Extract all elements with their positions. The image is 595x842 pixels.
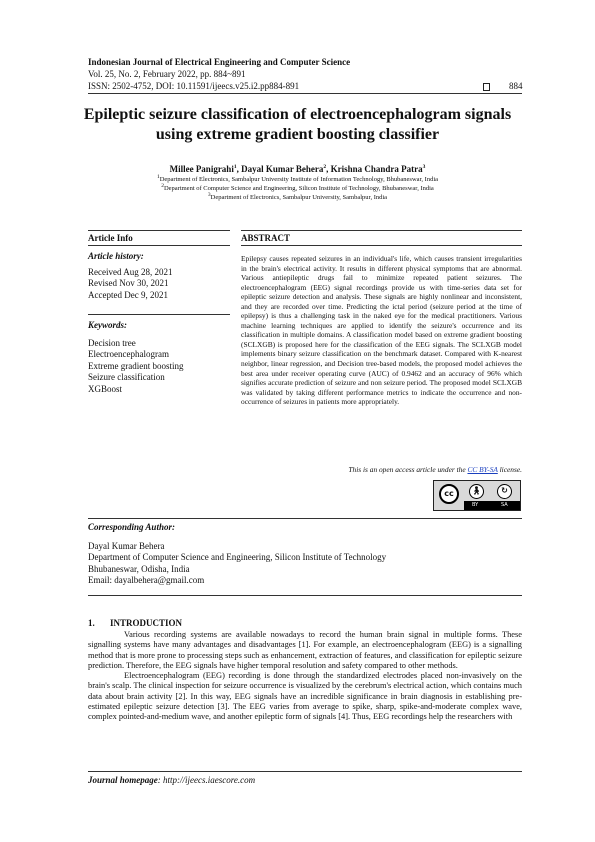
abstract-top-rule (241, 230, 522, 231)
abstract-bottom-rule (88, 518, 522, 519)
cc-license-link[interactable]: CC BY-SA (467, 465, 498, 474)
keyword-item: Extreme gradient boosting (88, 360, 184, 371)
person-icon: 🚶︎ (469, 484, 484, 499)
affiliation-text: Department of Electronics, Sambalpur University Institute of Information Technology, Bhubaneswar, India (159, 176, 439, 183)
header-rule (88, 93, 522, 94)
oa-prefix: This is an open access article under the (348, 465, 468, 474)
article-history (88, 267, 173, 301)
article-info-heading: Article Info (88, 233, 133, 243)
issn-doi: ISSN: 2502-4752, DOI: 10.11591/ijeecs.v25.i2.pp884-891 (88, 81, 300, 91)
page-number: 884 (509, 81, 523, 91)
oa-suffix: license. (497, 465, 522, 474)
volume-info: Vol. 25, No. 2, February 2022, pp. 884~891 (88, 69, 246, 79)
keywords-rule (88, 314, 230, 315)
article-info-rule (88, 245, 230, 246)
article-history-label: Article history: (88, 251, 144, 261)
author-sup: 2 (323, 164, 327, 170)
affiliation-text: Department of Computer Science and Engineering, Silicon Institute of Technology, Bhubaneswar, India (163, 185, 434, 192)
corresponding-department: Department of Computer Science and Engineering, Silicon Institute of Technology (88, 552, 387, 563)
title-line-2: using extreme gradient boosting classifier (155, 126, 440, 143)
affiliation-text: Department of Electronics, Sambalpur University, Sambalpur, India (210, 194, 388, 201)
abstract-text (241, 254, 522, 407)
corresponding-email: Email: dayalbehera@gmail.com (88, 575, 205, 586)
share-alike-icon: ↻ (497, 484, 512, 499)
history-revised: Revised Nov 30, 2021 (88, 278, 169, 289)
homepage-label: Journal homepage (88, 775, 158, 785)
journal-name: Indonesian Journal of Electrical Engineering and Computer Science (88, 57, 351, 67)
affiliation-sup: 2 (161, 182, 164, 189)
corresponding-rule (88, 595, 522, 596)
corresponding-author-label: Corresponding Author: (88, 522, 175, 532)
page-icon (483, 83, 490, 91)
affiliation-sup: 1 (156, 173, 160, 180)
section-heading (88, 618, 182, 628)
author-sup: 1 (233, 164, 237, 170)
journal-homepage (88, 775, 255, 785)
affiliation (60, 182, 535, 192)
abstract-paragraph: Epilepsy causes repeated seizures in an individual's life, which causes transient irregularities in the brain's electrical activity. It results in different physical symptoms that are abnormal. Various antiepileptic drugs fail to minimize repeated patient seizures. The electroencephalogram (EEG) signal recordings provide us with time-series data set for epileptic seizure detection and analysis. These signals are highly nonlinear and inconsistent, and they are recorded over time. Predicting the ictal period (seizure period at the time of epilepsy) is thus a challenging task in the naked eye for the medical practitioners. Various machine learning techniques are applied to identify the seizure's occurrence and its classification in multiple domains. A classification model based on extreme gradient boosting (SCLXGB) is proposed here for the classification of the EEG signals. The SCLXGB model implements binary seizure classification on the benchmark dataset. Compared with K-nearest neighbor, linear regression, and Decision tree-based models, the proposed model achieves the best area under receiver operating curve (AUC) of 0.9462 and an accuracy of 96% which signifies accurate prediction of seizure and non seizure period. The proposed model SCLXGB was validated by taking different performance metrics to indicate the occurrence and non-occurrence of seizures in patients more appropriately. (241, 254, 522, 407)
author-name: Millee Panigrahi (169, 164, 234, 174)
article-info-top-rule (88, 230, 230, 231)
homepage-url[interactable]: : http://ijeecs.iaescore.com (157, 775, 256, 785)
author-name: Dayal Kumar Behera (241, 164, 324, 174)
cc-by-sa-badge[interactable] (433, 480, 521, 511)
body-paragraph: Various recording systems are available nowadays to record the human brain signal in multiple forms. These signalling systems have many advantages and disadvantages [1]. For example, an electroencephalogram (EEG) is a signalling method that is more prone to processing steps such as enhancement, extraction of features, and classification for epileptic seizure prediction. Therefore, the EEG signals have higher temporal resolution and safety compared to other methods. (88, 630, 522, 670)
keyword-item: Decision tree (88, 338, 136, 348)
introduction-body (88, 630, 522, 723)
history-received: Received Aug 28, 2021 (88, 267, 173, 277)
title-line-1: Epileptic seizure classification of electroencephalogram signals (83, 106, 512, 123)
abstract-rule (241, 245, 522, 246)
corresponding-author-block (88, 541, 386, 587)
history-accepted: Accepted Dec 9, 2021 (88, 289, 168, 300)
affiliation (60, 173, 535, 183)
keyword-list (88, 338, 183, 395)
body-paragraph: Electroencephalogram (EEG) recording is done through the standardized electrodes placed non-invasively on the brain's scalp. The clinical inspection for seizure occurrence is visualized by the cerebrum's electrical action, which contains much data about brain activity [2]. In this way, EEG signals have an incredible significance in brain diagnosis in establishing pre-estimated epileptic seizure detection [3]. The EEG varies from average to spike, sharp, spike-and-moderate complex wave, complex pointed-and-medium wave, and another epileptic form of signals [4]. Thus, EEG recordings help the researchers with (88, 671, 522, 722)
keyword-item: Seizure classification (88, 372, 165, 383)
section-title: INTRODUCTION (110, 618, 183, 628)
open-access-notice (241, 465, 522, 474)
footer-rule (88, 771, 522, 772)
author-name: Krishna Chandra Patra (330, 164, 423, 174)
keyword-item: XGBoost (88, 383, 123, 394)
abstract-heading: ABSTRACT (241, 233, 291, 243)
corresponding-location: Bhubaneswar, Odisha, India (88, 563, 190, 574)
by-label: BY (472, 502, 479, 508)
keyword-item: Electroencephalogram (88, 349, 169, 360)
author-list: Millee Panigrahi$^1$, Dayal Kumar Behera$^2$, Krishna Chandra Patra$^3$ (169, 164, 426, 174)
corresponding-name: Dayal Kumar Behera (88, 541, 165, 551)
paper-title (60, 105, 535, 145)
affiliation-sup: 3 (207, 191, 211, 198)
sa-label: SA (501, 502, 508, 508)
cc-icon: cc (439, 484, 459, 504)
section-number: 1. (88, 618, 95, 628)
affiliation (60, 191, 535, 201)
keywords-label: Keywords: (88, 320, 127, 330)
author-sup: 3 (422, 164, 426, 170)
